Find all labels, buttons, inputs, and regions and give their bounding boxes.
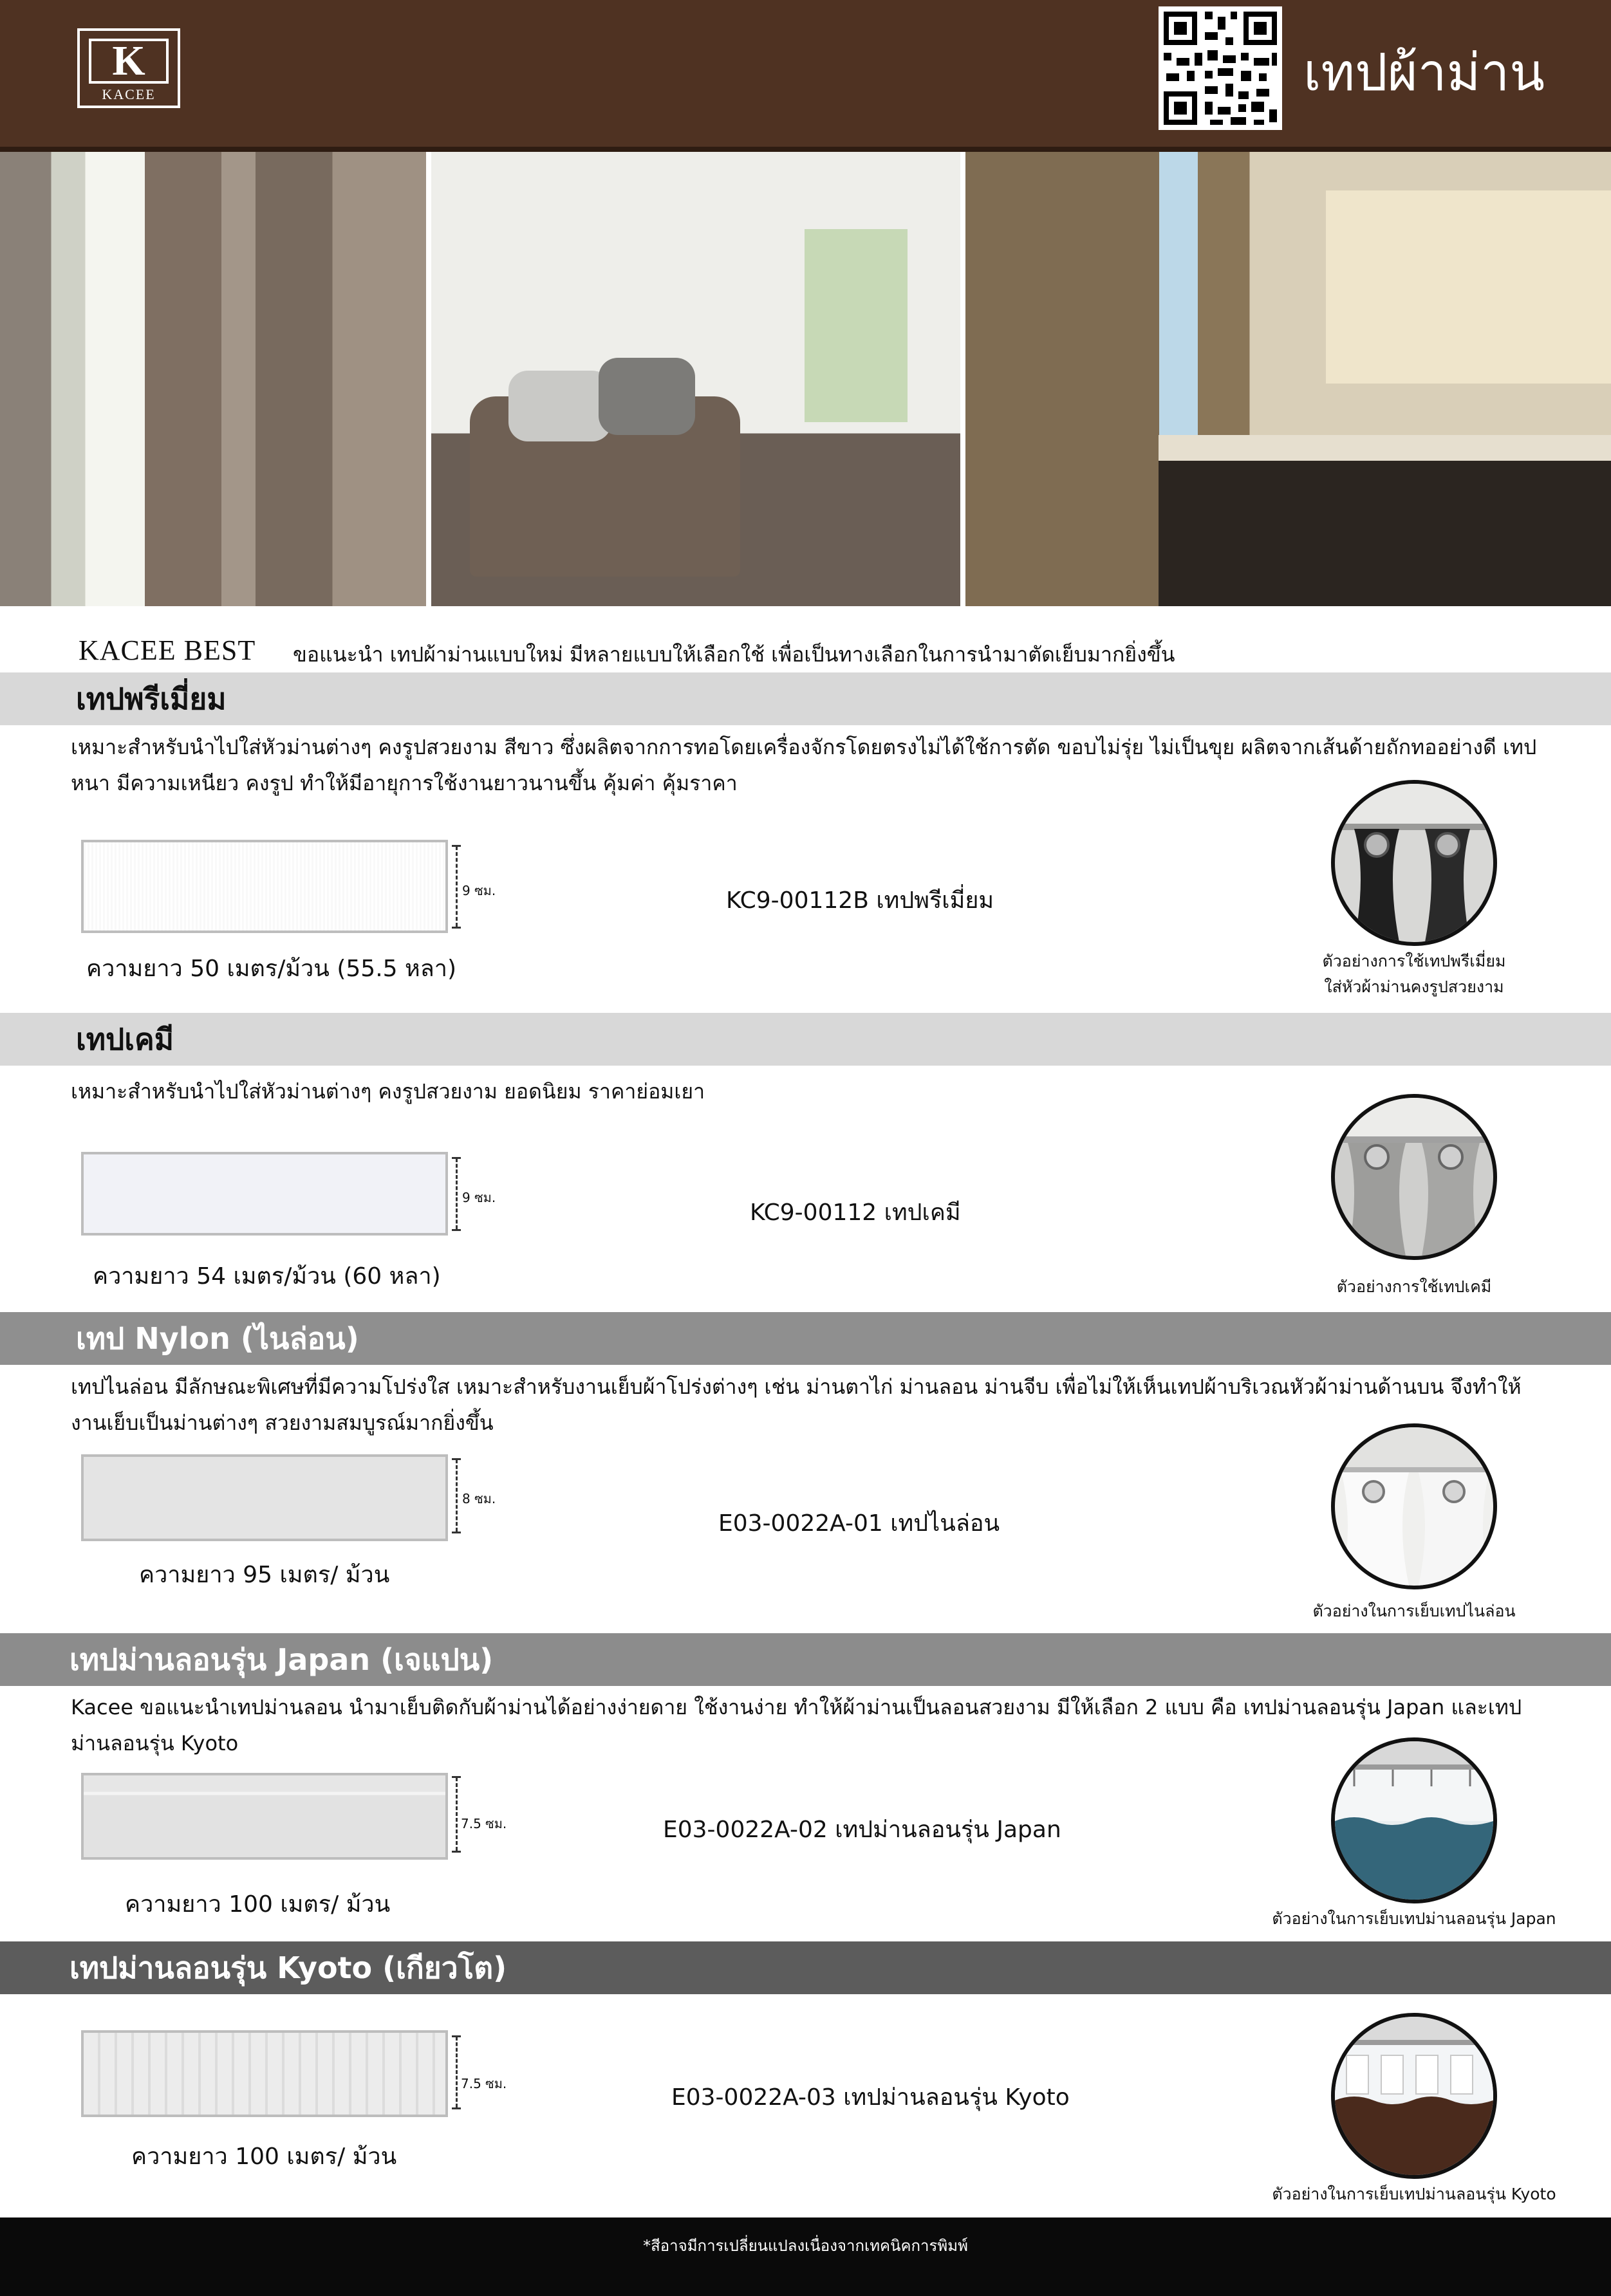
footer-note: *สีอาจมีการเปลี่ยนแปลงเนื่องจากเทคนิคการพิมพ์ <box>643 2237 968 2255</box>
section-bar-nylon <box>0 1312 1611 1365</box>
product-code: E03-0022A-01 เทปไนล่อน <box>718 1510 1000 1537</box>
section-title: เทป Nylon (ไนล่อน) <box>76 1321 359 1356</box>
section-title: เทปม่านลอนรุ่น Japan (เจแปน) <box>70 1642 494 1677</box>
intro-brand: KACEE BEST <box>79 634 256 666</box>
logo-letter: K <box>112 37 145 84</box>
tape-swatch-kyoto <box>81 2030 448 2117</box>
section-title: เทปพรีเมี่ยม <box>76 681 227 716</box>
section-bar-kyoto <box>0 1941 1611 1994</box>
logo-text: KACEE <box>102 86 156 102</box>
page-header <box>0 0 1611 152</box>
kacee-logo <box>77 28 180 108</box>
tape-width-label: 7.5 ซม. <box>461 2076 507 2091</box>
section-description: เทปไนล่อน มีลักษณะพิเศษที่มีความโปร่งใส เหมาะสำหรับงานเย็บผ้าโปร่งต่างๆ เช่น ม่านตาไก่ ม่านลอน ม่านจีบ เพื่อไม่ให้เห็นเทปผ้าบริเวณหัวผ้าม่านด้านบน จึงทำให้งานเย็บเป็นม่านต่างๆ สวยงามสมบูรณ์มากยิ่งขึ้น <box>71 1375 1522 1435</box>
example-caption-line2: ใส่หัวผ้าม่านคงรูปสวยงาม <box>1324 977 1504 996</box>
example-image-nylon <box>1331 1423 1497 1589</box>
section-bar-chemical <box>0 1013 1611 1066</box>
section-title: เทปเคมี <box>76 1022 174 1057</box>
section-description: เหมาะสำหรับนำไปใส่หัวม่านต่างๆ คงรูปสวยงาม สีขาว ซึ่งผลิตจากการทอโดยเครื่องจักรโดยตรงไม่ได้ใช้การตัด ขอบไม่รุ่ย ไม่เป็นขุย ผลิตจากเส้นด้ายถักทออย่างดี เทปหนา มีความเหนียว คงรูป ทำให้มีอายุการใช้งานยาวนานขึ้น คุ้มค่า คุ้มราคา <box>71 735 1537 795</box>
tape-swatch-nylon <box>81 1454 448 1541</box>
tape-length: ความยาว 100 เมตร/ ม้วน <box>125 1891 391 1918</box>
example-image-japan <box>1331 1737 1497 1903</box>
example-caption: ตัวอย่างในการเย็บเทปม่านลอนรุ่น Japan <box>1272 1909 1556 1928</box>
tape-swatch-japan <box>81 1773 448 1860</box>
product-code: E03-0022A-02 เทปม่านลอนรุ่น Japan <box>663 1817 1061 1843</box>
example-caption: ตัวอย่างในการเย็บเทปม่านลอนรุ่น Kyoto <box>1272 2185 1556 2203</box>
intro-text: ขอแนะนำ เทปผ้าม่านแบบใหม่ มีหลายแบบให้เลือกใช้ เพื่อเป็นทางเลือกในการนำมาตัดเย็บมากยิ่งขึ้น <box>293 642 1175 667</box>
tape-length: ความยาว 95 เมตร/ ม้วน <box>139 1562 390 1588</box>
tape-width-label: 8 ซม. <box>462 1491 496 1506</box>
product-code: KC9-00112 เทปเคมี <box>750 1199 961 1226</box>
tape-length: ความยาว 50 เมตร/ม้วน (55.5 หลา) <box>86 956 457 982</box>
tape-width-label: 7.5 ซม. <box>461 1816 507 1831</box>
tape-length: ความยาว 54 เมตร/ม้วน (60 หลา) <box>93 1263 441 1290</box>
example-image-kyoto <box>1331 2013 1497 2179</box>
example-caption: ตัวอย่างในการเย็บเทปไนล่อน <box>1312 1602 1516 1620</box>
section-bar-premium <box>0 672 1611 725</box>
section-bar-japan <box>0 1633 1611 1686</box>
tape-swatch-premium <box>81 840 448 933</box>
example-image-chemical <box>1331 1094 1497 1260</box>
curtain-photo-living-room <box>0 152 426 606</box>
example-caption: ตัวอย่างการใช้เทปเคมี <box>1336 1277 1492 1296</box>
section-title: เทปม่านลอนรุ่น Kyoto (เกียวโต) <box>70 1950 507 1985</box>
page-title: เทปผ้าม่าน <box>1303 44 1545 101</box>
tape-length: ความยาว 100 เมตร/ ม้วน <box>131 2143 397 2170</box>
curtain-photo-sheer <box>431 152 960 606</box>
page-footer <box>0 2217 1611 2296</box>
product-code: E03-0022A-03 เทปม่านลอนรุ่น Kyoto <box>671 2084 1070 2111</box>
section-description: Kacee ขอแนะนำเทปม่านลอน นำมาเย็บติดกับผ้าม่านได้อย่างง่ายดาย ใช้งานง่าย ทำให้ผ้าม่านเป็นลอนสวยงาม มีให้เลือก 2 แบบ คือ เทปม่านลอนรุ่น Japan และเทปม่านลอนรุ่น Kyoto <box>71 1695 1522 1755</box>
tape-width-label: 9 ซม. <box>462 883 496 898</box>
example-caption: ตัวอย่างการใช้เทปพรีเมี่ยม <box>1322 952 1506 970</box>
product-code: KC9-00112B เทปพรีเมี่ยม <box>726 887 994 914</box>
example-image-premium <box>1331 780 1497 946</box>
qr-code-icon[interactable] <box>1159 6 1282 130</box>
tape-swatch-chemical <box>81 1152 448 1236</box>
curtain-photo-bedroom <box>965 152 1611 606</box>
tape-width-label: 9 ซม. <box>462 1190 496 1205</box>
section-description: เหมาะสำหรับนำไปใส่หัวม่านต่างๆ คงรูปสวยงาม ยอดนิยม ราคาย่อมเยา <box>71 1079 705 1104</box>
